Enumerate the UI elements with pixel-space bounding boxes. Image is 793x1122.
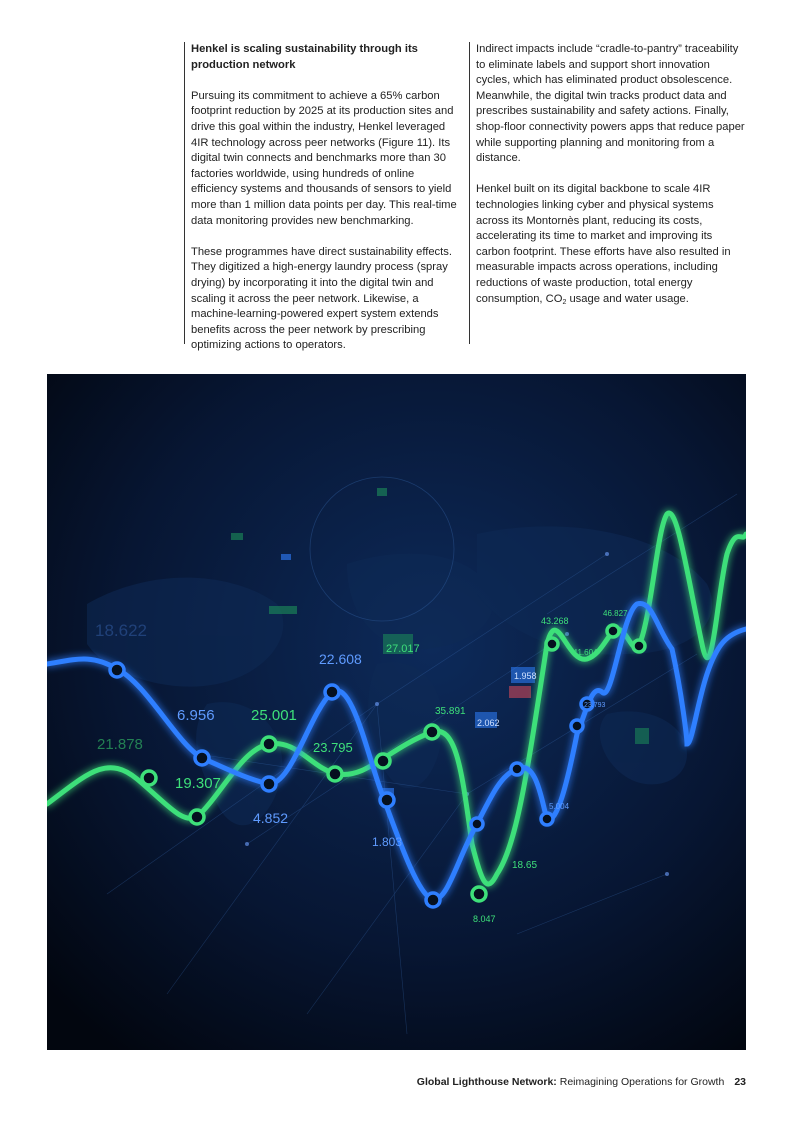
value-label: 2.062 xyxy=(477,718,500,728)
value-label: 41.604 xyxy=(573,648,598,657)
value-label: 18.622 xyxy=(95,621,147,640)
value-label: 43.268 xyxy=(541,616,569,626)
value-label: 8.047 xyxy=(473,914,496,924)
value-label: 18.65 xyxy=(512,860,538,871)
value-label: 22.608 xyxy=(319,651,362,667)
value-label: 21.878 xyxy=(97,736,143,753)
paragraph: Henkel built on its digital backbone to scale 4IR technologies linking cyber and physical systems across its Montornès plant, reducing its costs, accelerating its time to market and improving its carbon footprint. These efforts have also resulted in measurable impacts across operations, including reductions of waste production, total energy consumption, $CO_2$ usage and water usage. xyxy=(476,183,731,306)
value-label: 25.001 xyxy=(251,707,297,724)
value-label: 1.958 xyxy=(514,671,537,681)
section-heading: Henkel is scaling sustainability through its production network xyxy=(191,43,418,71)
value-label: 4.852 xyxy=(253,810,289,826)
value-label: 35.891 xyxy=(435,706,466,717)
value-label: 23.793 xyxy=(584,702,606,709)
value-label: 19.307 xyxy=(175,775,221,792)
footer-title-bold: Global Lighthouse Network: xyxy=(416,1076,557,1088)
footer-title: Reimagining Operations for Growth xyxy=(556,1076,725,1088)
paragraph: Indirect impacts include “cradle-to-pantry” traceability to eliminate labels and support short innovation cycles, which has eliminated product obsolescence. Meanwhile, the digital twin tracks product data and prescribes sustainability and safety actions. Finally, shop-floor connectivity powers apps that reduce paper while supporting planning and monitoring from a distance. xyxy=(476,43,745,165)
value-label: 6.956 xyxy=(177,707,215,724)
value-label: 23.795 xyxy=(313,740,353,755)
paragraph: These programmes have direct sustainability effects. They digitized a high-energy laundry process (spray drying) by incorporating it into the digital twin and scaling it across the peer network. Likewise, a machine-learning-powered expert system extends benefits across the peer network by prescribing optimizing actions to operators. xyxy=(191,245,452,352)
page-footer xyxy=(0,1076,746,1088)
paragraph: Pursuing its commitment to achieve a 65% carbon footprint reduction by 2025 at its production sites and drive this goal within the industry, Henkel leveraged 4IR technology across peer networks (Figure 11). Its digital twin connects and benchmarks more than 30 factories worldwide, using hundreds of online efficiency systems and thousands of sensors to yield more than 1 million data points per day. This real-time data monitoring provides new benchmarking. xyxy=(191,89,457,227)
value-label: 46.827 xyxy=(603,609,628,618)
value-label: 1.803 xyxy=(372,835,403,849)
article-column-right xyxy=(469,42,746,344)
hero-data-visualization-image xyxy=(47,374,746,1050)
value-label: 5.004 xyxy=(549,802,570,811)
article-column-left xyxy=(184,42,463,352)
financial-graph-illustration xyxy=(47,374,746,1050)
value-label: 27.017 xyxy=(386,643,420,655)
page-number: 23 xyxy=(734,1076,746,1088)
